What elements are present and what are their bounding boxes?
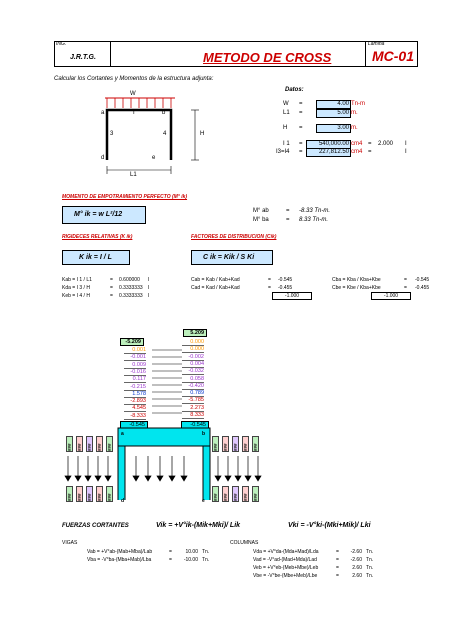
rigidez-lhs: Kda = I 3 / H — [62, 285, 90, 291]
datos-eq2: = — [368, 141, 372, 147]
columna-eq: = — [336, 573, 339, 579]
columna-value: 2.60 — [352, 565, 362, 571]
viga-eq: = — [169, 549, 172, 555]
moment-value-a: 1.578 — [132, 390, 146, 397]
datos-value: 3.00 — [316, 124, 351, 133]
rigidez-lhs: Keb = I 4 / H — [62, 293, 90, 299]
datos-eq2: = — [368, 149, 372, 155]
datos-label: L1 — [283, 110, 290, 116]
stick-label: ### — [252, 436, 259, 452]
columna-unit: Tn. — [366, 549, 374, 555]
span-label: L1 — [130, 172, 137, 178]
header-divider-left — [110, 41, 111, 67]
moment-value-b: 2.273 — [190, 404, 204, 411]
mep-ba-eq: = — [286, 217, 290, 223]
rigidez-formula: K ik = I / L — [79, 254, 112, 261]
factor-eq: = — [404, 277, 407, 283]
ing-label: ING. — [56, 41, 67, 47]
viga-unit: Tn. — [202, 549, 210, 555]
down-arrows — [132, 456, 196, 482]
viga-lhs: Vba = -V°ba-(Mba+Mab)/Lba — [87, 557, 152, 563]
viga-value: -10.00 — [183, 557, 198, 563]
moment-value-b: -0.032 — [188, 368, 204, 375]
moment-value-b: 0.058 — [190, 375, 204, 382]
intro-text: Calcular los Cortantes y Momentos de la estructura adjunta: — [54, 76, 214, 82]
moment-value-a: 4.545 — [132, 405, 146, 412]
left-col-label: 3 — [110, 131, 114, 137]
columna-eq: = — [336, 565, 339, 571]
mep-ba-value: 8.33 Tn-m. — [299, 217, 329, 223]
cross-node-d: d — [121, 498, 125, 504]
mep-ab-value: -8.33 Tn-m. — [299, 208, 331, 214]
datos-eq: = — [299, 101, 303, 107]
side-arrows-left — [64, 456, 114, 482]
rigidez-value: 0.600000 — [119, 277, 140, 283]
stick-label: ### — [242, 486, 249, 502]
stick-label: ### — [232, 436, 239, 452]
moment-value-a: -2.893 — [130, 398, 146, 405]
factor-sum: -1.000 — [371, 292, 411, 300]
datos-eq: = — [299, 110, 303, 116]
moment-value-b: 8.333 — [190, 412, 204, 418]
factor-cell-b: -0.545 — [181, 421, 209, 429]
stick-label: ### — [76, 486, 83, 502]
header-divider-right — [365, 41, 366, 67]
rigidez-unit: I — [148, 277, 150, 283]
datos-extra: 2.000 — [378, 141, 394, 147]
moment-underline-b — [182, 418, 204, 419]
moment-value-b: 0.000 — [190, 339, 204, 345]
beam-i-label: I — [133, 110, 135, 116]
stick-label: ### — [212, 486, 219, 502]
stick-label: ### — [222, 436, 229, 452]
columna-lhs: Vbe = -V°be-(Mbe+Meb)/Lbe — [253, 573, 318, 579]
stick-label: ### — [66, 486, 73, 502]
stick-label: ### — [232, 486, 239, 502]
datos-unit: cm4 — [351, 149, 363, 155]
factores-heading: FACTORES DE DISTRIBUCION (Cik) — [191, 234, 277, 240]
rigidez-eq: = — [110, 277, 113, 283]
factor-lhs: Cab = Kab / Kab+Kad — [191, 277, 240, 283]
moment-underline-a — [124, 419, 146, 420]
rigideces-heading: RIGIDECES RELATIVAS (K ik) — [62, 234, 133, 240]
right-col-label: 4 — [163, 131, 167, 137]
author-label: J.R.T.G. — [70, 54, 96, 61]
stick-label: ### — [86, 436, 93, 452]
datos-value: 5.00 — [316, 109, 351, 118]
viga-lhs: Vab = +V°ab-(Mab+Mba)/Lab — [87, 549, 153, 555]
rigidez-lhs: Kab = I 1 / L1 — [62, 277, 92, 283]
vigas-label: VIGAS — [62, 540, 78, 546]
columna-value: 2.60 — [352, 573, 362, 579]
side-arrows-right — [214, 456, 264, 482]
mep-ab-label: M° ab — [253, 208, 269, 214]
stick-label: ### — [242, 436, 249, 452]
node-d-label: d — [101, 155, 105, 161]
stick-label: ### — [106, 436, 113, 452]
stick-label: ### — [76, 436, 83, 452]
top-moment-b: 5.209 — [183, 329, 207, 337]
stick-label: ### — [96, 486, 103, 502]
columna-eq: = — [336, 549, 339, 555]
datos-label: H — [283, 125, 288, 131]
datos-eq: = — [299, 125, 303, 131]
factor-value: -0.545 — [415, 277, 430, 283]
stick-label: ### — [66, 436, 73, 452]
datos-unit: m. — [351, 125, 358, 131]
stick-label: ### — [86, 486, 93, 502]
page-title: METODO DE CROSS — [203, 50, 332, 65]
factor-eq: = — [268, 277, 271, 283]
moment-value-a: 0.117 — [132, 376, 146, 383]
moment-value-a: -8.333 — [130, 412, 146, 419]
datos-label: I3=I4 — [276, 149, 290, 155]
datos-unit: m. — [351, 110, 358, 116]
rigidez-value: 0.3333333 — [119, 293, 143, 299]
columna-lhs: Vda = +V°da-(Mda+Mad)/Lda — [253, 549, 319, 555]
factor-formula: C ik = Kik / S Ki — [203, 254, 255, 261]
factor-eq: = — [268, 285, 271, 291]
factor-value: -0.455 — [415, 285, 430, 291]
rigidez-value: 0.3333333 — [119, 285, 143, 291]
datos-unit2: I — [405, 149, 407, 155]
datos-value: 227,812.50 — [306, 148, 351, 157]
carry-over-arrows — [150, 346, 184, 422]
moment-value-a: -0.001 — [130, 354, 146, 361]
stick-label: ### — [106, 486, 113, 502]
datos-value: 540,000.00 — [306, 140, 351, 149]
rigidez-eq: = — [110, 293, 113, 299]
columna-unit: Tn. — [366, 565, 374, 571]
moment-value-b: -5.785 — [188, 397, 204, 404]
rigidez-eq: = — [110, 285, 113, 291]
stick-label: ### — [222, 486, 229, 502]
datos-value: 4.00 — [316, 100, 351, 109]
datos-unit: cm4 — [351, 141, 363, 147]
columna-lhs: Veb = +V°eb-(Meb+Mbe)/Leb — [253, 565, 319, 571]
columna-unit: Tn. — [366, 573, 374, 579]
cross-node-e: e — [202, 498, 205, 504]
mep-ba-label: M° ba — [253, 217, 269, 223]
frame-diagram — [90, 88, 220, 188]
node-b-label: b — [162, 110, 166, 116]
moment-value-b: -0.002 — [188, 353, 204, 360]
factor-value: -0.455 — [278, 285, 293, 291]
moment-value-a: -0.016 — [130, 368, 146, 375]
cortante-formula-1: Vik = +V°ik-(Mik+Mki)/ Lik — [156, 522, 241, 529]
factor-lhs: Cba = Kba / Kba+Kbe — [332, 277, 381, 283]
columna-lhs: Vad = -V°ad-(Mad+Mda)/Lad — [253, 557, 317, 563]
cortantes-heading: FUERZAS CORTANTES — [62, 523, 129, 529]
viga-value: 10.00 — [185, 549, 198, 555]
viga-unit: Tn. — [202, 557, 210, 563]
node-e-label: e — [152, 155, 156, 161]
moment-value-b: 0.000 — [190, 346, 204, 353]
datos-label: I 1 — [283, 141, 290, 147]
datos-eq: = — [299, 149, 303, 155]
factor-eq: = — [404, 285, 407, 291]
factor-lhs: Cbe = Kbe / Kba+Kbe — [332, 285, 381, 291]
datos-eq: = — [299, 141, 303, 147]
moment-value-b: 0.004 — [190, 360, 204, 367]
factor-cell-a: -0.545 — [120, 421, 148, 429]
top-moment-a: -5.209 — [120, 338, 144, 346]
columna-value: -2.60 — [350, 549, 362, 555]
moment-value-a: 0.009 — [132, 361, 146, 368]
moment-value-a: 0.001 — [132, 347, 146, 353]
viga-eq: = — [169, 557, 172, 563]
moment-value-b: 0.789 — [190, 390, 204, 397]
stick-label: ### — [96, 436, 103, 452]
height-label: H — [200, 131, 205, 137]
columnas-label: COLUMNAS — [230, 540, 259, 546]
mep-heading: MOMENTO DE EMPOTRAMIENTO PERFECTO (M° ik) — [62, 194, 188, 200]
datos-unit: Tn-m — [351, 101, 365, 107]
columna-unit: Tn. — [366, 557, 374, 563]
columna-value: -2.60 — [350, 557, 362, 563]
columna-eq: = — [336, 557, 339, 563]
stick-label: ### — [212, 436, 219, 452]
datos-title: Datos: — [285, 87, 304, 93]
datos-unit2: I — [405, 141, 407, 147]
factor-sum: -1.000 — [272, 292, 312, 300]
rigidez-unit: I — [148, 293, 150, 299]
rigidez-unit: I — [148, 285, 150, 291]
moment-value-a: -0.215 — [130, 383, 146, 390]
mep-formula: M° ik = w L²/12 — [74, 211, 123, 218]
moment-value-b: -0.420 — [188, 382, 204, 389]
cortante-formula-2: Vki = -V°ki-(Mki+Mik)/ Lki — [288, 522, 371, 529]
factor-lhs: Cad = Kad / Kab+Kad — [191, 285, 240, 291]
factor-value: -0.545 — [278, 277, 293, 283]
cross-node-a: a — [121, 431, 124, 437]
datos-label: W — [283, 101, 289, 107]
mep-ab-eq: = — [286, 208, 290, 214]
cross-node-b: b — [202, 431, 206, 437]
lamina-label: Lamina — [368, 41, 385, 47]
load-arrows — [107, 98, 171, 108]
sheet-number: MC-01 — [372, 48, 415, 64]
load-label: W — [130, 91, 136, 97]
stick-label: ### — [252, 486, 259, 502]
node-a-label: a — [101, 110, 105, 116]
